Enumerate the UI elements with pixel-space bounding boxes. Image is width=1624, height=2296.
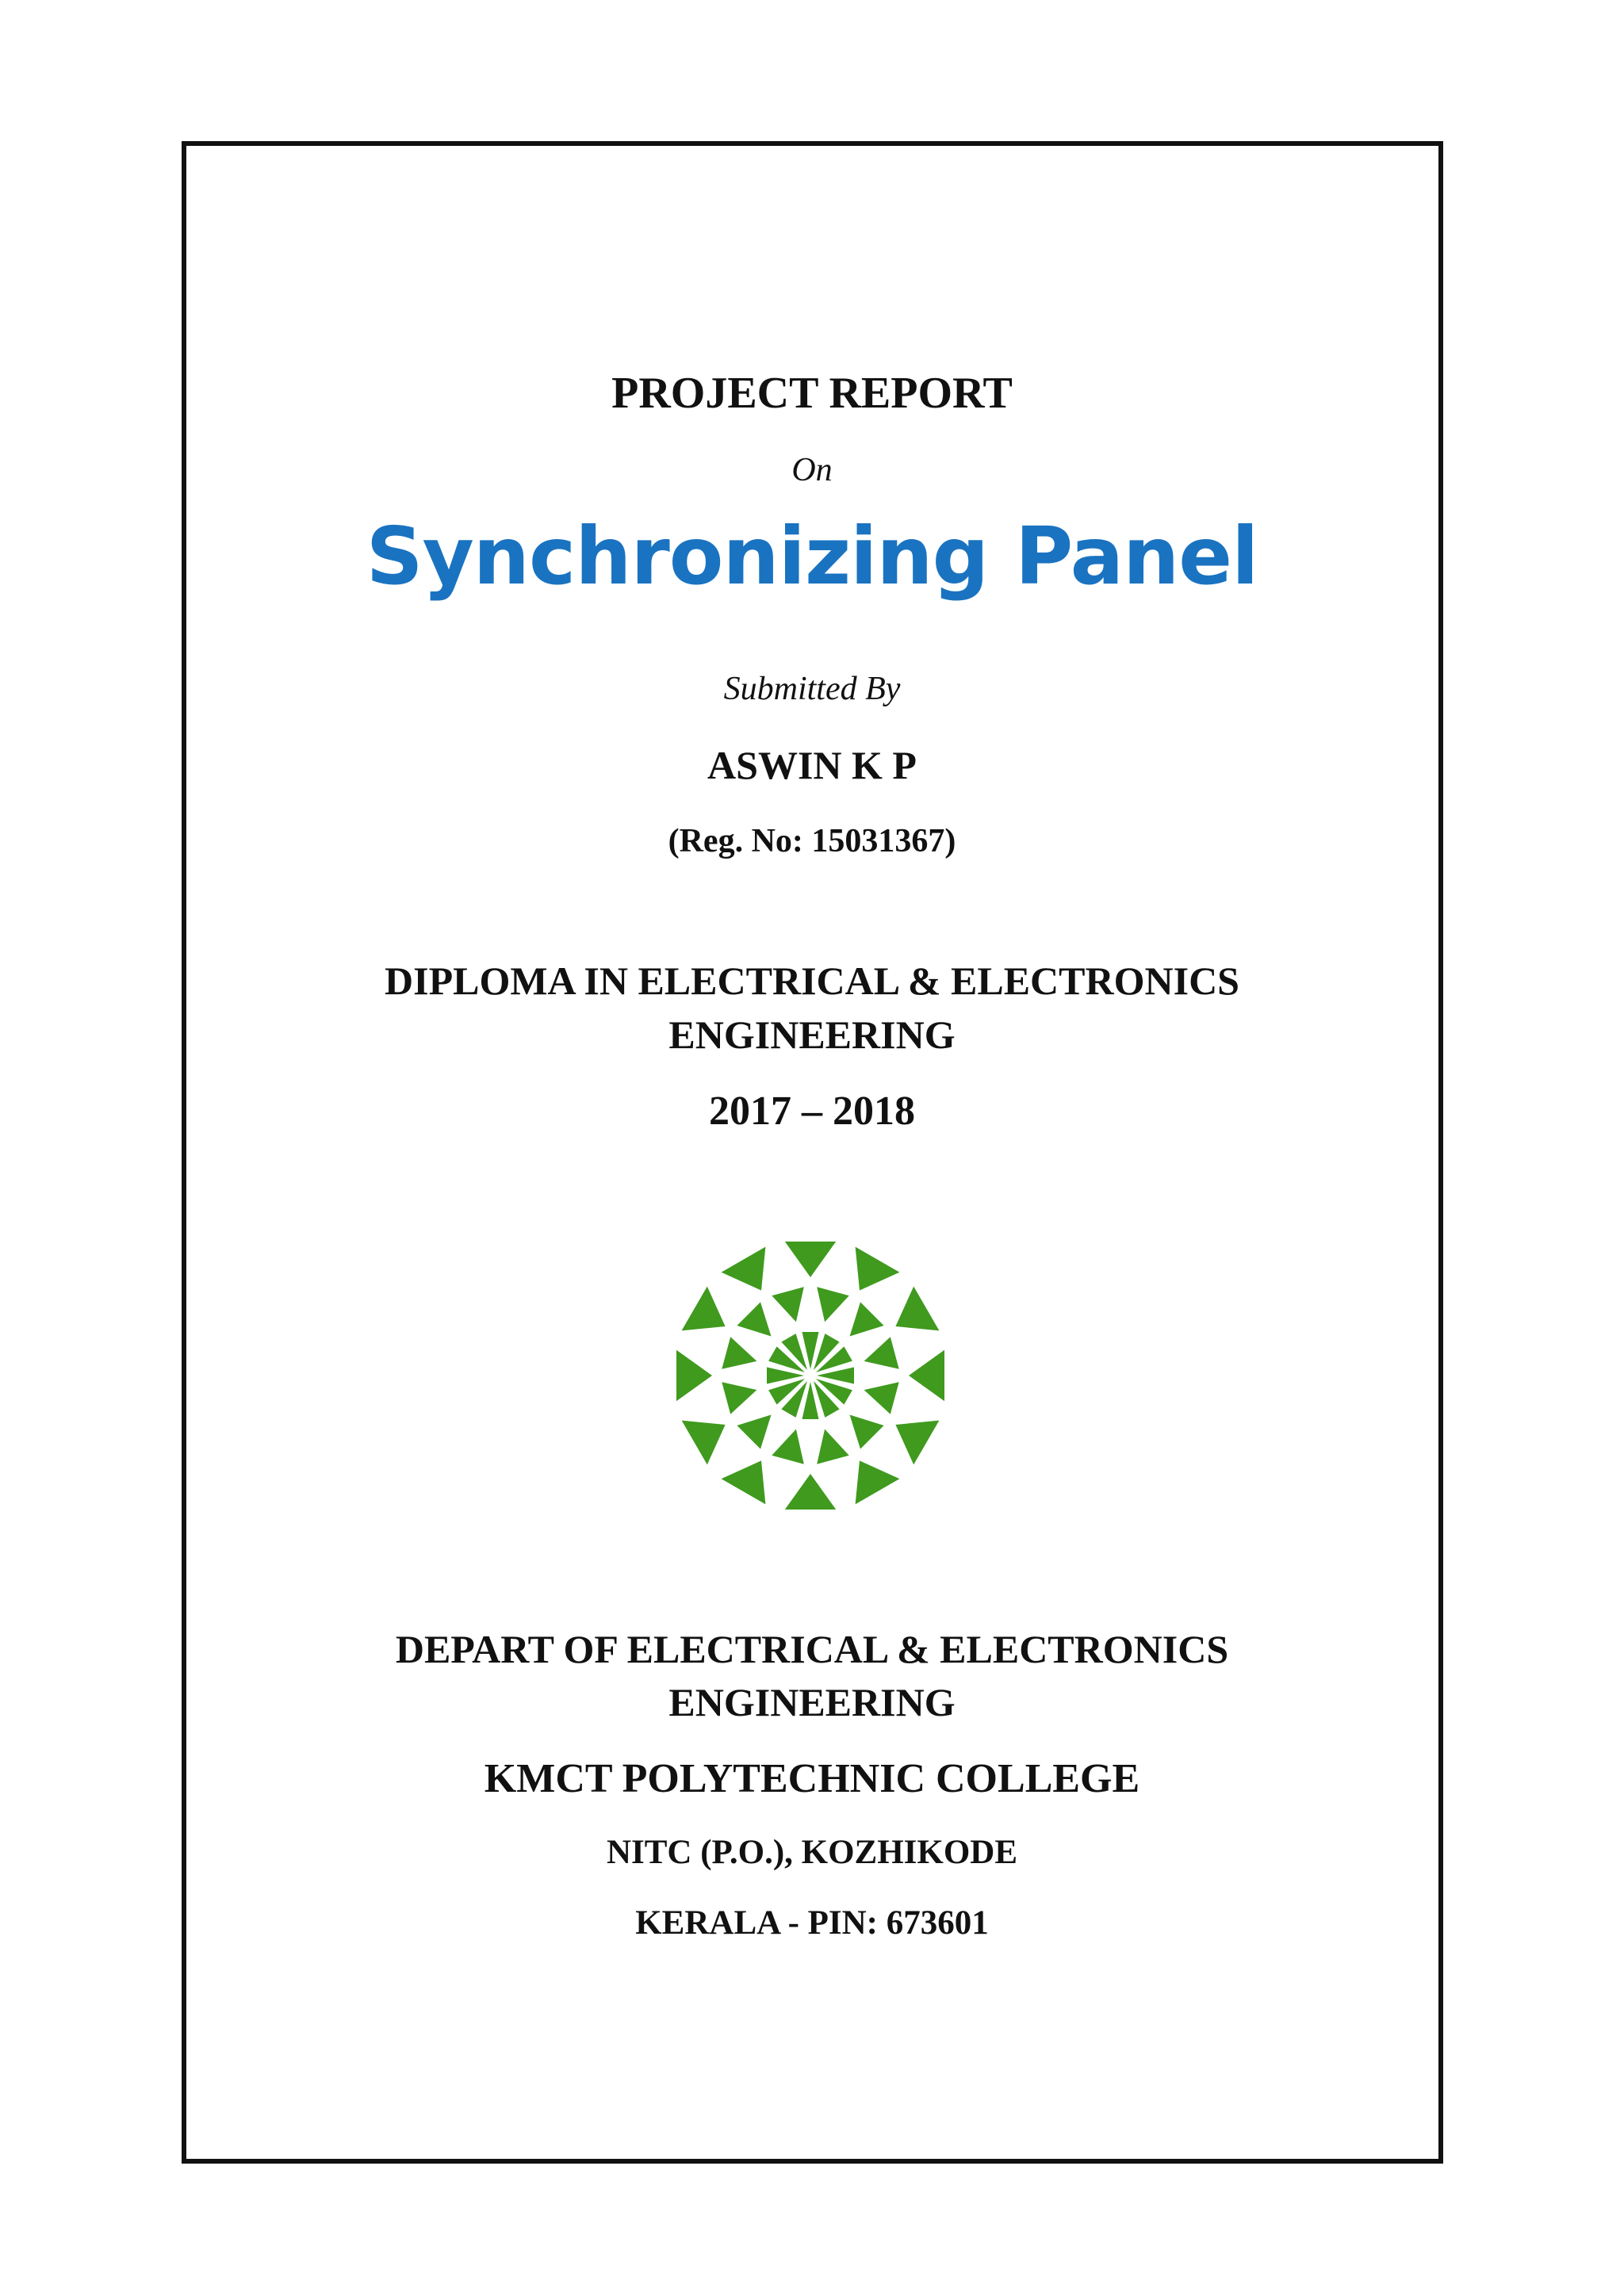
department-line-1: DEPART OF ELECTRICAL & ELECTRONICS bbox=[395, 1627, 1229, 1671]
emblem-triangle bbox=[676, 1350, 712, 1401]
emblem-triangle bbox=[722, 1337, 756, 1369]
emblem-triangle bbox=[850, 1302, 884, 1336]
submitted-by-label: Submitted By bbox=[723, 671, 901, 707]
college-name: KMCT POLYTECHNIC COLLEGE bbox=[484, 1756, 1140, 1801]
emblem-triangle bbox=[909, 1350, 944, 1401]
registration-number: (Reg. No: 15031367) bbox=[668, 823, 956, 859]
emblem-triangle bbox=[737, 1415, 771, 1449]
emblem-triangle bbox=[817, 1287, 849, 1322]
address-line-2: KERALA - PIN: 673601 bbox=[635, 1904, 989, 1942]
emblem-triangle bbox=[856, 1460, 900, 1504]
emblem-triangle bbox=[772, 1429, 804, 1464]
academic-year: 2017 – 2018 bbox=[709, 1089, 915, 1134]
program-line-1: DIPLOMA IN ELECTRICAL & ELECTRONICS bbox=[385, 959, 1239, 1003]
emblem-triangle bbox=[864, 1382, 899, 1414]
emblem-triangle bbox=[895, 1421, 939, 1465]
emblem-triangle bbox=[817, 1429, 849, 1464]
emblem-triangle bbox=[856, 1247, 900, 1291]
emblem-triangle bbox=[864, 1337, 899, 1369]
emblem-triangle bbox=[682, 1287, 726, 1331]
on-label: On bbox=[791, 452, 833, 488]
emblem-triangle bbox=[772, 1287, 804, 1322]
program-line-2: ENGINEERING bbox=[668, 1012, 956, 1057]
college-emblem-icon bbox=[670, 1229, 952, 1522]
emblem-triangle bbox=[722, 1460, 766, 1504]
emblem-triangle bbox=[722, 1247, 766, 1291]
project-title: Synchronizing Panel bbox=[366, 510, 1258, 603]
emblem-triangle bbox=[722, 1382, 756, 1414]
emblem-triangle bbox=[895, 1287, 939, 1331]
emblem-triangle bbox=[850, 1415, 884, 1449]
address-line-1: NITC (P.O.), KOZHIKODE bbox=[606, 1834, 1018, 1871]
emblem-triangle bbox=[682, 1421, 726, 1465]
student-name: ASWIN K P bbox=[707, 743, 917, 787]
report-heading: PROJECT REPORT bbox=[611, 369, 1013, 418]
department-line-2: ENGINEERING bbox=[668, 1680, 956, 1724]
emblem-triangle bbox=[785, 1242, 836, 1277]
emblem-triangle bbox=[737, 1302, 771, 1336]
emblem-triangle bbox=[785, 1474, 836, 1510]
